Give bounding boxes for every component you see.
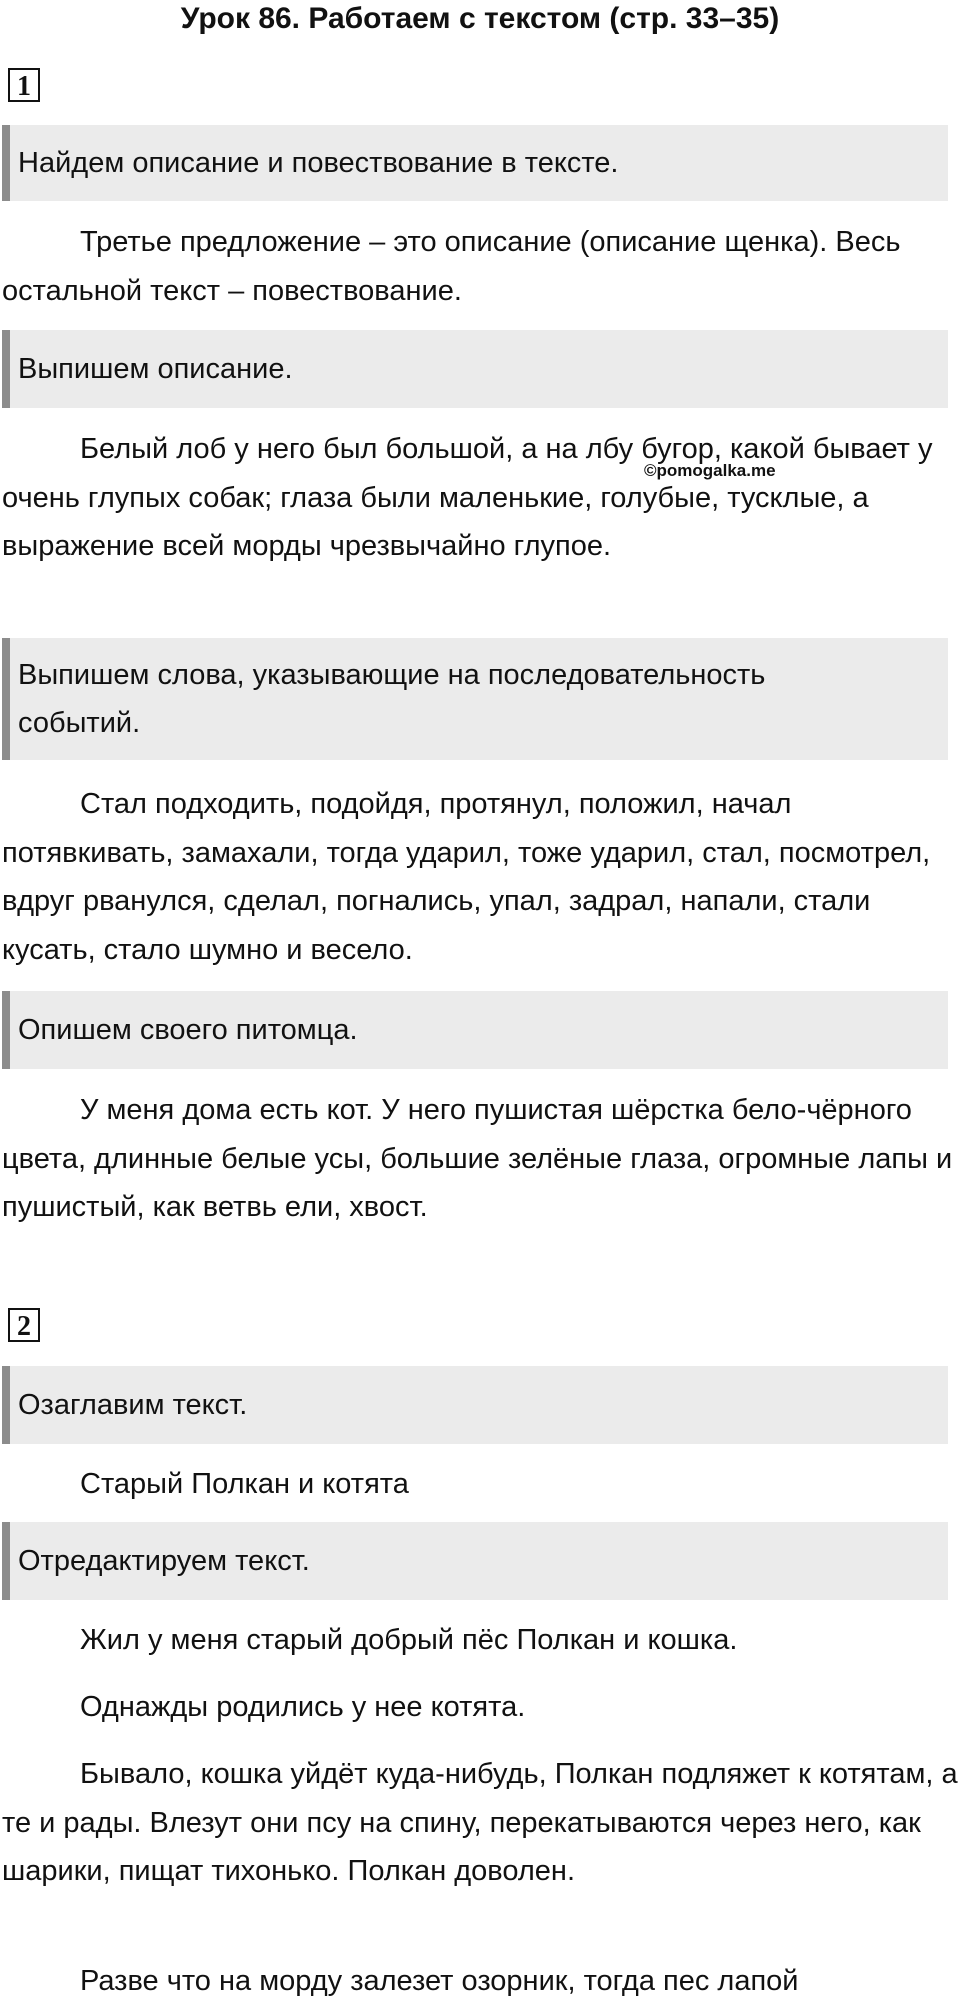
edited-paragraph-1: Жил у меня старый добрый пёс Полкан и кошка.	[80, 1624, 738, 1656]
task-sequence-words	[2, 638, 948, 760]
answer-sequence-words: Стал подходить, подойдя, протянул, положил, начал потявкивать, замахали, тогда ударил, тоже ударил, стал, посмотрел, вдруг рванулся, сделал, погнались, упал, задрал, напали, стали кусать, стало шумно и весело.	[2, 788, 931, 966]
task-edit-text: Отредактируем текст.	[2, 1522, 948, 1600]
watermark: ©pomogalka.me	[644, 461, 776, 480]
task-sequence-words-text: Выпишем слова, указывающие на последовательность событий.	[18, 659, 766, 739]
answer-description-narration: Третье предложение – это описание (описание щенка). Весь остальной текст – повествование.	[2, 226, 901, 307]
edited-paragraph-2: Однажды родились у нее котята.	[80, 1691, 526, 1723]
task-title-text: Озаглавим текст.	[2, 1366, 948, 1444]
exercise-number-2: 2	[8, 1308, 40, 1342]
answer-title: Старый Полкан и котята	[80, 1468, 409, 1500]
answer-pet-description: У меня дома есть кот. У него пушистая шёрстка бело-чёрного цвета, длинные белые усы, большие зелёные глаза, огромные лапы и пушистый, как ветвь ели, хвост.	[2, 1094, 953, 1223]
task-describe-pet: Опишем своего питомца.	[2, 991, 948, 1069]
answer-description-text: Белый лоб у него был большой, а на лбу бугор, какой бывает у очень глупых собак; глаза были маленькие, голубые, тусклые, а выражение всей морды чрезвычайно глупое.	[2, 433, 933, 562]
edited-paragraph-4: Разве что на морду залезет озорник, тогда пес лапой	[80, 1965, 799, 1997]
task-find-description: Найдем описание и повествование в тексте.	[2, 125, 948, 201]
task-write-description: Выпишем описание.	[2, 330, 948, 408]
edited-paragraph-3: Бывало, кошка уйдёт куда-нибудь, Полкан подляжет к котятам, а те и рады. Влезут они псу на спину, перекатываются через него, как шарики, пищат тихонько. Полкан доволен.	[2, 1758, 958, 1887]
exercise-number-1: 1	[8, 68, 40, 102]
page-title: Урок 86. Работаем с текстом (стр. 33–35)	[180, 2, 780, 35]
